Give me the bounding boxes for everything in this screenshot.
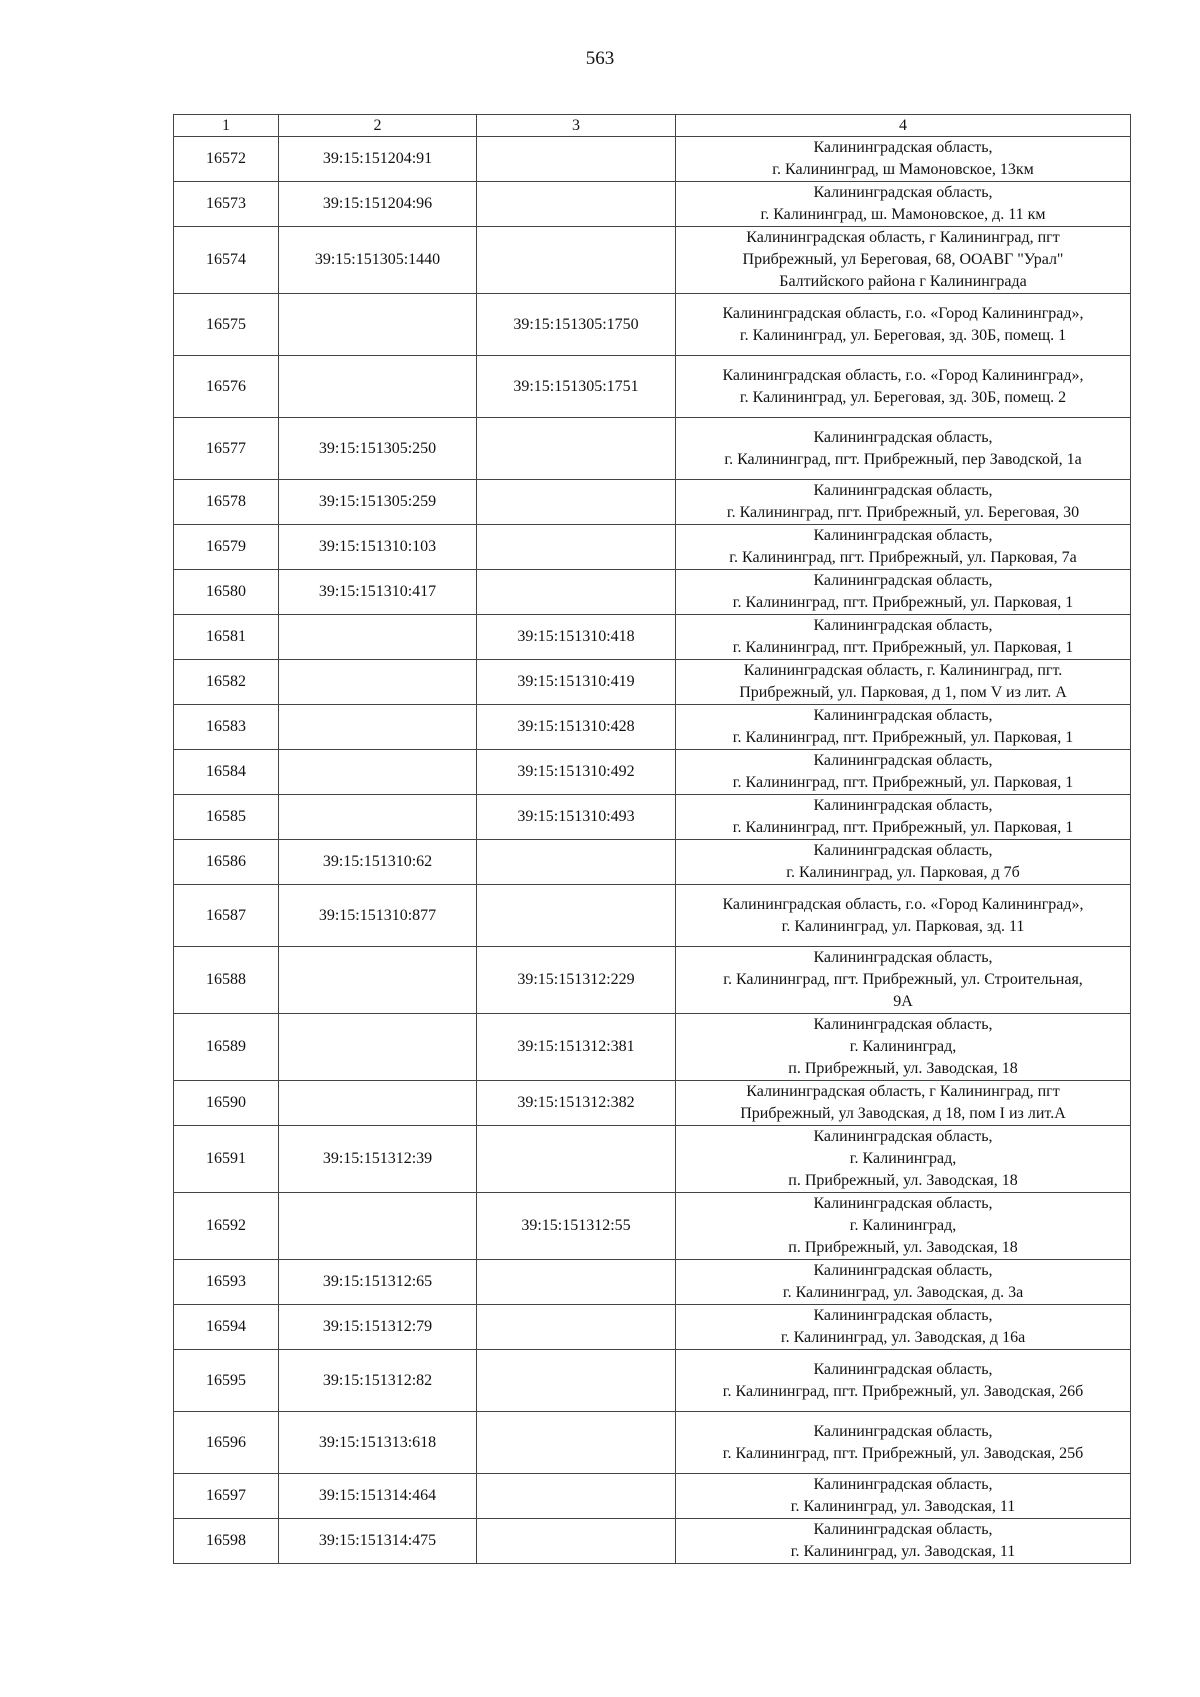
cadastral-number-col3: 39:15:151310:493 bbox=[477, 795, 676, 840]
cadastral-number-col2: 39:15:151314:464 bbox=[279, 1474, 477, 1519]
row-number: 16578 bbox=[174, 480, 279, 525]
address-line: Калининградская область, bbox=[813, 797, 993, 814]
cadastral-number-col3 bbox=[477, 1350, 676, 1412]
cadastral-number-col3: 39:15:151312:382 bbox=[477, 1081, 676, 1126]
address-line: Калининградская область, bbox=[813, 842, 993, 859]
address-line: г. Калининград, пгт. Прибрежный, ул. Парковая, 1 bbox=[732, 819, 1074, 836]
row-number: 16592 bbox=[174, 1193, 279, 1260]
table-row bbox=[174, 1350, 1131, 1412]
address-line: г. Калининград, пгт. Прибрежный, ул. Парковая, 1 bbox=[732, 639, 1074, 656]
address-line: Калининградская область, bbox=[813, 428, 993, 446]
row-number: 16580 bbox=[174, 570, 279, 615]
address-cell bbox=[676, 947, 1131, 1014]
address-line: г. Калининград, bbox=[849, 1038, 957, 1055]
address-cell bbox=[676, 1014, 1131, 1081]
cadastral-number-col3 bbox=[477, 227, 676, 294]
table-row bbox=[174, 182, 1131, 227]
header-row bbox=[174, 115, 1131, 137]
table-row bbox=[174, 1519, 1131, 1564]
row-number: 16595 bbox=[174, 1350, 279, 1412]
cadastral-number-col3: 39:15:151310:428 bbox=[477, 705, 676, 750]
row-number: 16597 bbox=[174, 1474, 279, 1519]
cadastral-number-col3 bbox=[477, 480, 676, 525]
row-number: 16581 bbox=[174, 615, 279, 660]
table-row bbox=[174, 480, 1131, 525]
cadastral-number-col2: 39:15:151313:618 bbox=[279, 1412, 477, 1474]
row-number: 16594 bbox=[174, 1305, 279, 1350]
cadastral-number-col2: 39:15:151310:103 bbox=[279, 525, 477, 570]
address-line: г. Калининград, пгт. Прибрежный, ул. Береговая, 30 bbox=[726, 504, 1080, 521]
address-line: Калининградская область, г Калининград, пгт bbox=[746, 229, 1060, 246]
address-line: г. Калининград, bbox=[849, 1150, 957, 1167]
table-row bbox=[174, 525, 1131, 570]
registry-table bbox=[173, 114, 1131, 1564]
address-cell bbox=[676, 356, 1131, 418]
address-line: Калининградская область, bbox=[813, 752, 993, 769]
cadastral-number-col3 bbox=[477, 418, 676, 480]
table-row bbox=[174, 705, 1131, 750]
row-number: 16586 bbox=[174, 840, 279, 885]
cadastral-number-col2: 39:15:151312:39 bbox=[279, 1126, 477, 1193]
cadastral-number-col2 bbox=[279, 705, 477, 750]
address-cell bbox=[676, 182, 1131, 227]
address-line: Калининградская область, г.о. «Город Калининград», bbox=[722, 895, 1084, 913]
row-number: 16589 bbox=[174, 1014, 279, 1081]
address-line: г. Калининград, ул. Береговая, зд. 30Б, помещ. 1 bbox=[739, 326, 1067, 344]
table-row bbox=[174, 294, 1131, 356]
column-header-4: 4 bbox=[676, 115, 1131, 137]
row-number: 16573 bbox=[174, 182, 279, 227]
cadastral-number-col3 bbox=[477, 182, 676, 227]
address-cell bbox=[676, 615, 1131, 660]
cadastral-number-col3: 39:15:151310:419 bbox=[477, 660, 676, 705]
row-number: 16588 bbox=[174, 947, 279, 1014]
row-number: 16593 bbox=[174, 1260, 279, 1305]
cadastral-number-col2 bbox=[279, 795, 477, 840]
table-row bbox=[174, 1260, 1131, 1305]
row-number: 16584 bbox=[174, 750, 279, 795]
table-row bbox=[174, 947, 1131, 1014]
cadastral-number-col2: 39:15:151312:65 bbox=[279, 1260, 477, 1305]
address-line: Калининградская область, bbox=[813, 1360, 993, 1378]
address-cell bbox=[676, 660, 1131, 705]
address-cell bbox=[676, 1193, 1131, 1260]
cadastral-number-col2: 39:15:151312:79 bbox=[279, 1305, 477, 1350]
column-header-2: 2 bbox=[279, 115, 477, 137]
cadastral-number-col2 bbox=[279, 356, 477, 418]
row-number: 16576 bbox=[174, 356, 279, 418]
cadastral-number-col3: 39:15:151312:381 bbox=[477, 1014, 676, 1081]
address-cell bbox=[676, 294, 1131, 356]
address-line: г. Калининград, пгт. Прибрежный, ул. Парковая, 1 bbox=[732, 729, 1074, 746]
address-cell bbox=[676, 1412, 1131, 1474]
table-row bbox=[174, 227, 1131, 294]
address-line: Балтийского района г Калининграда bbox=[779, 273, 1027, 290]
cadastral-number-col2 bbox=[279, 660, 477, 705]
address-line: г. Калининград, ул. Заводская, д. 3а bbox=[782, 1284, 1024, 1301]
address-line: Калининградская область, bbox=[813, 617, 993, 634]
address-line: Калининградская область, bbox=[813, 1262, 993, 1279]
cadastral-number-col3: 39:15:151312:229 bbox=[477, 947, 676, 1014]
address-line: г. Калининград, пгт. Прибрежный, ул. Парковая, 1 bbox=[732, 774, 1074, 791]
address-cell bbox=[676, 525, 1131, 570]
cadastral-number-col2: 39:15:151305:1440 bbox=[279, 227, 477, 294]
address-line: г. Калининград, ул. Береговая, зд. 30Б, помещ. 2 bbox=[739, 388, 1067, 406]
address-line: Прибрежный, ул Заводская, д 18, пом I из лит.А bbox=[740, 1105, 1066, 1122]
cadastral-number-col2: 39:15:151310:877 bbox=[279, 885, 477, 947]
address-cell bbox=[676, 1081, 1131, 1126]
address-line: Калининградская область, bbox=[813, 139, 993, 156]
address-line: г. Калининград, ул. Парковая, д 7б bbox=[786, 864, 1020, 881]
row-number: 16577 bbox=[174, 418, 279, 480]
cadastral-number-col3 bbox=[477, 525, 676, 570]
table-row bbox=[174, 660, 1131, 705]
table-header bbox=[174, 115, 1131, 137]
address-line: г. Калининград, ул. Заводская, д 16а bbox=[780, 1329, 1026, 1346]
address-line: Калининградская область, bbox=[813, 1016, 993, 1033]
row-number: 16598 bbox=[174, 1519, 279, 1564]
cadastral-number-col3 bbox=[477, 1519, 676, 1564]
address-line: Калининградская область, г.о. «Город Калининград», bbox=[722, 304, 1084, 322]
table-row bbox=[174, 795, 1131, 840]
address-line: Калининградская область, bbox=[813, 482, 993, 499]
column-header-1: 1 bbox=[174, 115, 279, 137]
cadastral-number-col3 bbox=[477, 1412, 676, 1474]
row-number: 16585 bbox=[174, 795, 279, 840]
cadastral-number-col2 bbox=[279, 1081, 477, 1126]
cadastral-number-col2 bbox=[279, 615, 477, 660]
row-number: 16582 bbox=[174, 660, 279, 705]
address-line: г. Калининград, пгт. Прибрежный, пер Заводской, 1а bbox=[724, 450, 1082, 468]
table-row bbox=[174, 1474, 1131, 1519]
address-cell bbox=[676, 570, 1131, 615]
table-body bbox=[174, 137, 1131, 1564]
table-row bbox=[174, 356, 1131, 418]
row-number: 16574 bbox=[174, 227, 279, 294]
cadastral-number-col2: 39:15:151305:259 bbox=[279, 480, 477, 525]
row-number: 16596 bbox=[174, 1412, 279, 1474]
cadastral-number-col3 bbox=[477, 1126, 676, 1193]
table-row bbox=[174, 570, 1131, 615]
cadastral-number-col2 bbox=[279, 1014, 477, 1081]
cadastral-number-col3 bbox=[477, 137, 676, 182]
address-line: г. Калининград, ул. Заводская, 11 bbox=[790, 1543, 1016, 1560]
address-line: Калининградская область, bbox=[813, 949, 993, 966]
row-number: 16575 bbox=[174, 294, 279, 356]
table-row bbox=[174, 1126, 1131, 1193]
address-line: Калининградская область, г.о. «Город Калининград», bbox=[722, 366, 1084, 384]
cadastral-number-col2: 39:15:151310:417 bbox=[279, 570, 477, 615]
address-line: Прибрежный, ул. Парковая, д 1, пом V из лит. А bbox=[739, 684, 1067, 701]
cadastral-number-col3 bbox=[477, 840, 676, 885]
cadastral-number-col2 bbox=[279, 1193, 477, 1260]
table-row bbox=[174, 615, 1131, 660]
row-number: 16583 bbox=[174, 705, 279, 750]
page-number: 563 bbox=[585, 48, 615, 69]
table-row bbox=[174, 1081, 1131, 1126]
address-cell bbox=[676, 227, 1131, 294]
cadastral-number-col3: 39:15:151305:1751 bbox=[477, 356, 676, 418]
address-line: г. Калининград, ул. Парковая, зд. 11 bbox=[781, 917, 1025, 935]
address-cell bbox=[676, 1519, 1131, 1564]
table-row bbox=[174, 885, 1131, 947]
row-number: 16579 bbox=[174, 525, 279, 570]
address-line: Калининградская область, bbox=[813, 1422, 993, 1440]
address-cell bbox=[676, 137, 1131, 182]
address-line: г. Калининград, bbox=[849, 1217, 957, 1234]
cadastral-number-col3 bbox=[477, 1260, 676, 1305]
cadastral-number-col2: 39:15:151310:62 bbox=[279, 840, 477, 885]
address-cell bbox=[676, 705, 1131, 750]
address-line: Калининградская область, bbox=[813, 184, 993, 201]
address-line: Калининградская область, bbox=[813, 527, 993, 544]
table-row bbox=[174, 840, 1131, 885]
cadastral-number-col2 bbox=[279, 947, 477, 1014]
address-line: п. Прибрежный, ул. Заводская, 18 bbox=[788, 1239, 1018, 1256]
address-line: Калининградская область, bbox=[813, 1521, 993, 1538]
address-line: п. Прибрежный, ул. Заводская, 18 bbox=[788, 1060, 1018, 1077]
address-line: Калининградская область, bbox=[813, 1195, 993, 1212]
cadastral-number-col3: 39:15:151310:492 bbox=[477, 750, 676, 795]
cadastral-number-col3 bbox=[477, 1474, 676, 1519]
table-row bbox=[174, 1305, 1131, 1350]
address-line: Калининградская область, bbox=[813, 572, 993, 589]
address-line: Калининградская область, bbox=[813, 1128, 993, 1145]
cadastral-number-col2 bbox=[279, 750, 477, 795]
table-row bbox=[174, 1412, 1131, 1474]
cadastral-number-col2: 39:15:151204:96 bbox=[279, 182, 477, 227]
address-line: г. Калининград, пгт. Прибрежный, ул. Парковая, 1 bbox=[732, 594, 1074, 611]
table-row bbox=[174, 137, 1131, 182]
address-cell bbox=[676, 840, 1131, 885]
address-line: Калининградская область, г. Калининград, пгт. bbox=[743, 662, 1063, 679]
row-number: 16591 bbox=[174, 1126, 279, 1193]
address-line: Калининградская область, bbox=[813, 1476, 993, 1493]
address-line: г. Калининград, пгт. Прибрежный, ул. Заводская, 26б bbox=[722, 1382, 1084, 1400]
address-cell bbox=[676, 1126, 1131, 1193]
table-row bbox=[174, 418, 1131, 480]
address-line: г. Калининград, пгт. Прибрежный, ул. Строительная, bbox=[723, 971, 1083, 988]
address-line: г. Калининград, пгт. Прибрежный, ул. Заводская, 25б bbox=[722, 1444, 1084, 1462]
row-number: 16590 bbox=[174, 1081, 279, 1126]
table-row bbox=[174, 1193, 1131, 1260]
address-cell bbox=[676, 1260, 1131, 1305]
cadastral-number-col2: 39:15:151314:475 bbox=[279, 1519, 477, 1564]
address-line: Калининградская область, bbox=[813, 707, 993, 724]
cadastral-number-col3 bbox=[477, 570, 676, 615]
row-number: 16587 bbox=[174, 885, 279, 947]
address-cell bbox=[676, 795, 1131, 840]
address-line: п. Прибрежный, ул. Заводская, 18 bbox=[788, 1172, 1018, 1189]
cadastral-number-col2: 39:15:151312:82 bbox=[279, 1350, 477, 1412]
address-line: г. Калининград, ш Мамоновское, 13км bbox=[772, 161, 1034, 178]
cadastral-number-col3 bbox=[477, 1305, 676, 1350]
cadastral-number-col3 bbox=[477, 885, 676, 947]
address-cell bbox=[676, 1474, 1131, 1519]
address-line: Калининградская область, г Калининград, пгт bbox=[746, 1083, 1060, 1100]
address-cell bbox=[676, 480, 1131, 525]
address-line: г. Калининград, пгт. Прибрежный, ул. Парковая, 7а bbox=[729, 549, 1077, 566]
table-row bbox=[174, 750, 1131, 795]
address-cell bbox=[676, 1305, 1131, 1350]
address-line: 9А bbox=[893, 993, 913, 1010]
address-cell bbox=[676, 418, 1131, 480]
address-cell bbox=[676, 885, 1131, 947]
address-line: г. Калининград, ул. Заводская, 11 bbox=[790, 1498, 1016, 1515]
address-cell bbox=[676, 750, 1131, 795]
row-number: 16572 bbox=[174, 137, 279, 182]
cadastral-number-col2: 39:15:151204:91 bbox=[279, 137, 477, 182]
address-cell bbox=[676, 1350, 1131, 1412]
cadastral-number-col3: 39:15:151310:418 bbox=[477, 615, 676, 660]
cadastral-number-col3: 39:15:151312:55 bbox=[477, 1193, 676, 1260]
address-line: Прибрежный, ул Береговая, 68, ООАВГ "Урал" bbox=[742, 251, 1064, 268]
address-line: Калининградская область, bbox=[813, 1307, 993, 1324]
address-line: г. Калининград, ш. Мамоновское, д. 11 км bbox=[760, 206, 1046, 223]
cadastral-number-col2: 39:15:151305:250 bbox=[279, 418, 477, 480]
column-header-3: 3 bbox=[477, 115, 676, 137]
cadastral-number-col2 bbox=[279, 294, 477, 356]
table-row bbox=[174, 1014, 1131, 1081]
cadastral-number-col3: 39:15:151305:1750 bbox=[477, 294, 676, 356]
